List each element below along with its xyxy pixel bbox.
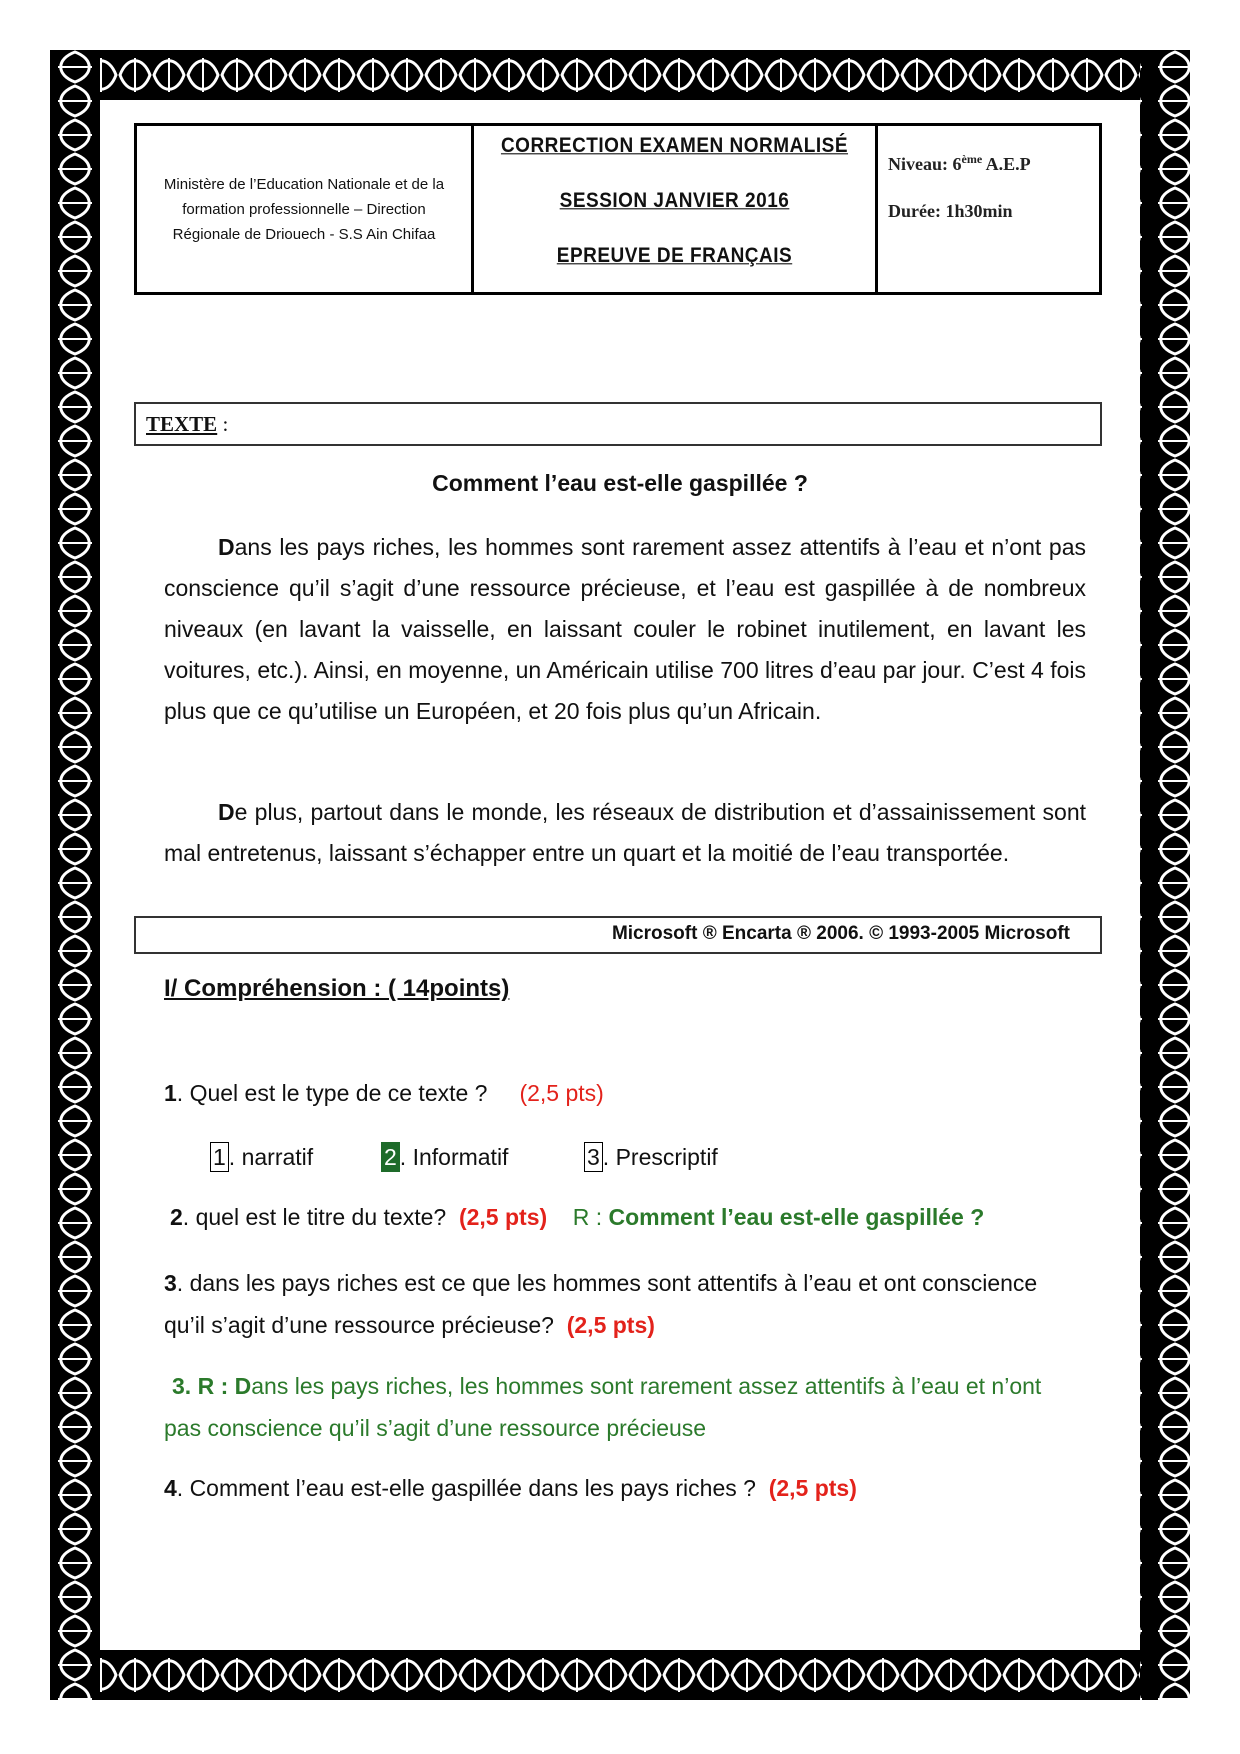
- paragraph-1: Dans les pays riches, les hommes sont rarement assez attentifs à l’eau et n’ont pas conscience qu’il s’agit d’une ressource précieuse, et l’eau est gaspillée à de nombreux niveaux (en lavant la vaisselle, en laissant couler le robinet inutilement, en lavant les voitures, etc.). Ainsi, en moyenne, un Américain utilise 700 litres d’eau par jour. C’est 4 fois plus que ce qu’utilise un Européen, et 20 fois plus qu’un Africain.: [164, 534, 1086, 724]
- paragraph-2: De plus, partout dans le monde, les réseaux de distribution et d’assainissement sont mal entretenus, laissant s’échapper entre un quart et la moitié de l’eau transportée.: [164, 799, 1086, 866]
- exam-subject: EPREUVE DE FRANÇAIS: [556, 244, 793, 268]
- texte-label: TEXTE: [146, 412, 218, 436]
- duree: Durée: 1h30min: [888, 201, 1013, 221]
- question-3: 3. dans les pays riches est ce que les hommes sont attentifs à l’eau et ont conscience qu’il s’agit d’une ressource précieuse? (2,5 pts): [164, 1270, 1038, 1338]
- question-4: 4. Comment l’eau est-elle gaspillée dans les pays riches ? (2,5 pts): [164, 1475, 857, 1501]
- question-2: 2. quel est le titre du texte? (2,5 pts) R : Comment l’eau est-elle gaspillée ?: [170, 1204, 985, 1230]
- question-1: 1. Quel est le type de ce texte ? (2,5 pts): [164, 1080, 604, 1106]
- texte-heading-box: TEXTE :: [134, 402, 1102, 446]
- exam-title: CORRECTION EXAMEN NORMALISÉ: [500, 134, 849, 158]
- ministry-text: Ministère de l’Education Nationale et de la formation professionnelle – Direction Régionale de Driouech - S.S Ain Chifaa: [163, 175, 445, 243]
- exam-header: [134, 123, 1102, 295]
- option-informatif: 2 . Informatif: [381, 1142, 508, 1172]
- option-narratif: 1 . narratif: [210, 1142, 313, 1172]
- text-title: Comment l’eau est-elle gaspillée ?: [432, 470, 808, 496]
- niveau: Niveau: 6ème A.E.P: [888, 152, 1031, 174]
- level-cell: [878, 126, 1099, 292]
- exam-session: SESSION JANVIER 2016: [559, 189, 790, 213]
- option-prescriptif: 3 . Prescriptif: [584, 1142, 718, 1172]
- ministry-cell: [137, 126, 474, 292]
- source-citation: Microsoft ® Encarta ® 2006. © 1993-2005 Microsoft: [134, 916, 1102, 954]
- exam-title-cell: [474, 126, 878, 292]
- answer-3: 3. R : Dans les pays riches, les hommes sont rarement assez attentifs à l’eau et n’ont pas conscience qu’il s’agit d’une ressource précieuse: [164, 1373, 1042, 1441]
- section-heading: I/ Compréhension : ( 14points): [164, 975, 510, 1002]
